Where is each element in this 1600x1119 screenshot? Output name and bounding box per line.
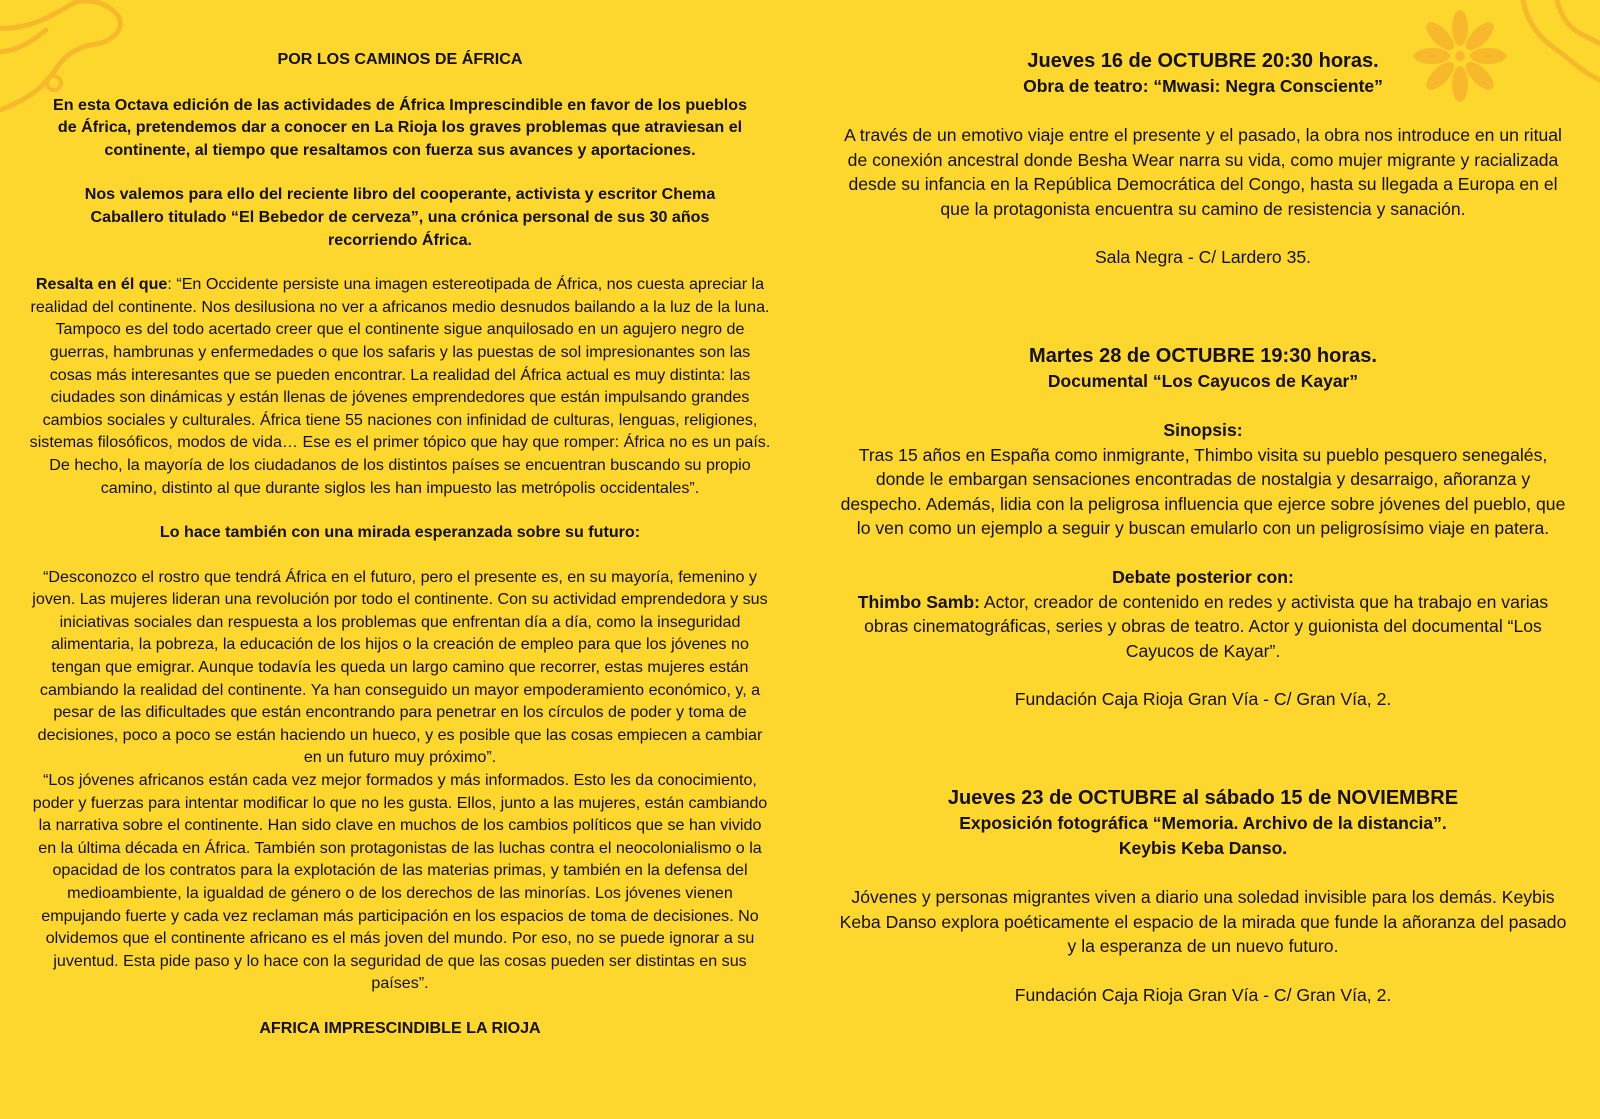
guest-name: Thimbo Samb: xyxy=(857,591,980,612)
synopsis-text: Tras 15 años en España como inmigrante, Thimbo visita su pueblo pesquero senegalés, donde le embargan sensaciones encontradas de nostalgia y desarraigo, añoranza y despecho. Además, lidia con la peligrosa influencia que ejerce sobre jóvenes del pueblo, que lo ven como un ejemplo a seguir y buscan emularlo con un peligrosísimo viaje en patera. xyxy=(840,444,1566,539)
youth-quote-paragraph: “Los jóvenes africanos están cada vez mejor formados y más informados. Esto les da conocimiento, poder y fuerzas para intentar modificar lo que no les gusta. Ellos, junto a las mujeres, están cambiando la narrativa sobre el continente. Han sido clave en muchos de los cambios políticos que se han vivido en la última década en África. También son protagonistas de las luchas contra el neocolonialismo o la opacidad de los contratos para la explotación de las materias primas, y también en la defensa del medioambiente, la igualdad de género o de los derechos de las minorías. Los jóvenes vienen empujando fuerte y cada vez reclaman más participación en los espacios de toma de decisiones. No olvidemos que el continente africano es el más joven del mundo. Por eso, no se puede ignorar a su juventud. Esta pide paso y lo hace con la seguridad de que las cosas pueden ser distintas en sus países”. xyxy=(32,771,768,993)
event-date: Jueves 23 de OCTUBRE al sábado 15 de NOVIEMBRE xyxy=(947,786,1459,809)
event-subtitle: Exposición fotográfica “Memoria. Archivo de la distancia”. xyxy=(959,812,1447,833)
article-column xyxy=(28,0,772,1040)
quote-paragraph xyxy=(28,273,772,499)
quote-text: : “En Occidente persiste una imagen estereotipada de África, nos cuesta apreciar la realidad del continente. Nos desilusiona no ver a africanos medio desnudos bailando a la luz de la luna. Tampoco es del todo acertado creer que el continente sigue anquilosado en un agujero negro de guerras, hambrunas y enfermedades o que los safaris y las puestas de sol impresionantes son las cosas más interesantes que se pueden encontrar. La realidad del África actual es muy distinta: las ciudades son dinámicas y están llenas de jóvenes emprendedores que están impulsando grandes cambios sociales y culturales. África tiene 55 naciones con infinidad de culturas, lenguas, religiones, sistemas filosóficos, modos de vida… Ese es el primer tópico que hay que romper: África no es un país. De hecho, la mayoría de los ciudadanos de los distintos países se encuentran buscando su propio camino, distinto al que durante siglos les han impuesto las metrópolis occidentales”. xyxy=(29,275,771,497)
event-subtitle: Obra de teatro: “Mwasi: Negra Consciente” xyxy=(1023,76,1383,96)
event-venue: Sala Negra - C/ Lardero 35. xyxy=(1094,247,1312,268)
debate-label: Debate posterior con: xyxy=(1112,566,1294,587)
event-theater xyxy=(838,48,1568,270)
event-documentary xyxy=(838,343,1568,712)
event-description: A través de un emotivo viaje entre el presente y el pasado, la obra nos introduce en un ritual de conexión ancestral donde Besha Wear narra su vida, como mujer migrante y racializada desde su infancia en la República Democrática del Congo, hasta su llegada a Europa en el que la protagonista encuentra su camino de resistencia y sanación. xyxy=(844,125,1562,219)
event-artist: Keybis Keba Danso. xyxy=(1118,837,1288,858)
events-column xyxy=(838,0,1568,1007)
book-paragraph: Nos valemos para ello del reciente libro del cooperante, activista y escritor Chema Caballero titulado “El Bebedor de cerveza”, una crónica personal de sus 30 años recorriendo África. xyxy=(84,185,716,249)
event-venue: Fundación Caja Rioja Gran Vía - C/ Gran Vía, 2. xyxy=(1014,689,1392,710)
event-date: Martes 28 de OCTUBRE 19:30 horas. xyxy=(1029,344,1377,367)
intro-paragraph: En esta Octava edición de las actividades de África Imprescindible en favor de los pueblos de África, pretendemos dar a conocer en La Rioja los graves problemas que atraviesan el continente, al tiempo que resaltamos con fuerza sus avances y aportaciones. xyxy=(52,95,748,159)
article-title: POR LOS CAMINOS DE ÁFRICA xyxy=(277,50,523,68)
quote-label: Resalta en él que xyxy=(35,275,168,294)
future-subheading: Lo hace también con una mirada esperanzada sobre su futuro: xyxy=(159,523,641,542)
event-description: Jóvenes y personas migrantes viven a diario una soledad invisible para los demás. Keybis Keba Danso explora poéticamente el espacio de la mirada que funde la añoranza del pasado y la esperanza de un nuevo futuro. xyxy=(839,886,1567,957)
event-venue: Fundación Caja Rioja Gran Vía - C/ Gran Vía, 2. xyxy=(1014,984,1392,1005)
event-exhibition xyxy=(838,785,1568,1007)
women-quote-paragraph: “Desconozco el rostro que tendrá África en el futuro, pero el presente es, en su mayoría, femenino y joven. Las mujeres lideran una revolución por todo el continente. Con su actividad emprendedora y sus iniciativas sociales dan respuesta a los problemas que enfrentan día a día, como la inseguridad alimentaria, la pobreza, la educación de los hijos o la creación de empleo para que los jóvenes no tengan que emigrar. Aunque todavía les queda un largo camino que recorrer, estas mujeres están cambiando la realidad del continente. Ya han conseguido un mayor empoderamiento económico, y, a pesar de las dificultades que están encontrando para penetrar en los círculos de poder y toma de decisiones, poco a poco se están haciendo un hueco, y es posible que las cosas empiecen a cambiar en un futuro muy próximo”. xyxy=(32,567,768,767)
synopsis-label: Sinopsis: xyxy=(1163,419,1243,440)
guest-bio: Actor, creador de contenido en redes y activista que ha trabajo en varias obras cinematográficas, series y obras de teatro. Actor y guionista del documental “Los Cayucos de Kayar”. xyxy=(864,591,1549,661)
guest-paragraph xyxy=(838,590,1568,664)
event-subtitle: Documental “Los Cayucos de Kayar” xyxy=(1047,370,1359,391)
event-date: Jueves 16 de OCTUBRE 20:30 horas. xyxy=(1027,50,1379,72)
signature: AFRICA IMPRESCINDIBLE LA RIOJA xyxy=(259,1018,541,1037)
